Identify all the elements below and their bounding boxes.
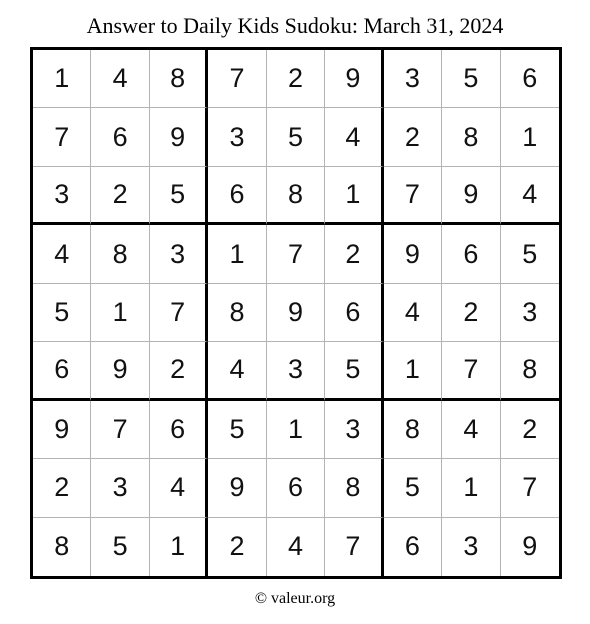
- sudoku-cell-r2-c9: 1: [501, 108, 559, 166]
- sudoku-cell-r4-c3: 3: [150, 225, 208, 283]
- sudoku-cell-r8-c9: 7: [501, 459, 559, 517]
- sudoku-cell-r1-c3: 8: [150, 50, 208, 108]
- sudoku-cell-r5-c2: 1: [91, 284, 149, 342]
- sudoku-cell-r7-c9: 2: [501, 401, 559, 459]
- sudoku-cell-r3-c4: 6: [208, 167, 266, 225]
- sudoku-board: [30, 47, 562, 579]
- sudoku-cell-r8-c8: 1: [442, 459, 500, 517]
- sudoku-cell-r9-c9: 9: [522, 531, 538, 562]
- sudoku-cell-r5-c6: 6: [325, 284, 383, 342]
- sudoku-cell-r8-c4: 9: [208, 459, 266, 517]
- sudoku-cell-r3-c3: 5: [150, 167, 208, 225]
- sudoku-cell-r7-c8: 4: [442, 401, 500, 459]
- sudoku-cell-r9-c2: 5: [91, 518, 149, 576]
- sudoku-cell-r9-c5: 4: [267, 518, 325, 576]
- sudoku-cell-r8-c2: 3: [91, 459, 149, 517]
- sudoku-cell-r9-c3: 1: [150, 518, 208, 576]
- sudoku-cell-r3-c6: 1: [325, 167, 383, 225]
- sudoku-cell-r1-c5: 2: [267, 50, 325, 108]
- sudoku-cell-r7-c3: 6: [150, 401, 208, 459]
- sudoku-cell-r2-c8: 8: [442, 108, 500, 166]
- sudoku-cell-r7-c6: 3: [325, 401, 383, 459]
- sudoku-cell-r4-c6: 2: [325, 225, 383, 283]
- sudoku-cell-r2-c5: 5: [267, 108, 325, 166]
- sudoku-cell-r2-c6: 4: [325, 108, 383, 166]
- sudoku-cell-r5-c3: 7: [150, 284, 208, 342]
- sudoku-cell-r4-c1: 4: [33, 225, 91, 283]
- sudoku-cell-r1-c9: 6: [501, 50, 559, 108]
- sudoku-cell-r7-c7: 8: [384, 401, 442, 459]
- sudoku-cell-r4-c5: 7: [267, 225, 325, 283]
- sudoku-cell-r6-c6: 5: [325, 342, 383, 400]
- sudoku-cell-r4-c7: 9: [384, 225, 442, 283]
- sudoku-cell-r8-c3: 4: [150, 459, 208, 517]
- sudoku-cell-r5-c9: 3: [501, 284, 559, 342]
- sudoku-cell-r5-c1: 5: [33, 284, 91, 342]
- copyright-footer: © valeur.org: [254, 590, 336, 607]
- sudoku-cell-r7-c5: 1: [267, 401, 325, 459]
- sudoku-cell-r8-c5: 6: [267, 459, 325, 517]
- sudoku-cell-r6-c7: 1: [384, 342, 442, 400]
- sudoku-cell-r8-c1: 2: [33, 459, 91, 517]
- sudoku-cell-r3-c1: 3: [33, 167, 91, 225]
- sudoku-cell-r2-c4: 3: [208, 108, 266, 166]
- sudoku-cell-r1-c2: 4: [91, 50, 149, 108]
- sudoku-cell-r2-c1: 7: [33, 108, 91, 166]
- sudoku-cell-r1-c4: 7: [208, 50, 266, 108]
- sudoku-cell-r3-c7: 7: [384, 167, 442, 225]
- sudoku-cell-r1-c6: 9: [325, 50, 383, 108]
- sudoku-cell-r6-c5: 3: [267, 342, 325, 400]
- sudoku-cell-r9-c7: 6: [384, 518, 442, 576]
- sudoku-cell-r5-c8: 2: [442, 284, 500, 342]
- sudoku-cell-r7-c4: 5: [208, 401, 266, 459]
- sudoku-cell-r5-c7: 4: [384, 284, 442, 342]
- sudoku-cell-r1-c7: 3: [384, 50, 442, 108]
- sudoku-cell-r2-c7: 2: [384, 108, 442, 166]
- sudoku-cell-r6-c4: 4: [208, 342, 266, 400]
- sudoku-cell-r4-c8: 6: [442, 225, 500, 283]
- sudoku-cell-r9-c4: 2: [208, 518, 266, 576]
- puzzle-title: Answer to Daily Kids Sudoku: March 31, 2024: [86, 13, 504, 38]
- sudoku-cell-r6-c8: 7: [442, 342, 500, 400]
- sudoku-cell-r9-c6: 7: [325, 518, 383, 576]
- sudoku-cell-r8-c6: 8: [325, 459, 383, 517]
- sudoku-cell-r9-c1: 8: [33, 518, 91, 576]
- sudoku-cell-r3-c5: 8: [267, 167, 325, 225]
- sudoku-cell-r4-c4: 1: [208, 225, 266, 283]
- sudoku-cell-r6-c2: 9: [91, 342, 149, 400]
- sudoku-cell-r3-c9: 4: [501, 167, 559, 225]
- sudoku-cell-r8-c7: 5: [384, 459, 442, 517]
- sudoku-cell-r2-c2: 6: [91, 108, 149, 166]
- sudoku-cell-r5-c5: 9: [267, 284, 325, 342]
- sudoku-cell-r4-c2: 8: [91, 225, 149, 283]
- sudoku-cell-r3-c8: 9: [442, 167, 500, 225]
- sudoku-cell-r7-c2: 7: [91, 401, 149, 459]
- sudoku-cell-r9-c8: 3: [442, 518, 500, 576]
- sudoku-cell-r1-c1: 1: [33, 50, 91, 108]
- sudoku-cell-r4-c9: 5: [501, 225, 559, 283]
- sudoku-cell-r6-c3: 2: [150, 342, 208, 400]
- sudoku-cell-r7-c1: 9: [33, 401, 91, 459]
- sudoku-cell-r2-c3: 9: [150, 108, 208, 166]
- sudoku-cell-r6-c9: 8: [501, 342, 559, 400]
- sudoku-cell-r3-c2: 2: [91, 167, 149, 225]
- sudoku-cell-r5-c4: 8: [208, 284, 266, 342]
- sudoku-cell-r1-c8: 5: [442, 50, 500, 108]
- sudoku-cell-r6-c1: 6: [33, 342, 91, 400]
